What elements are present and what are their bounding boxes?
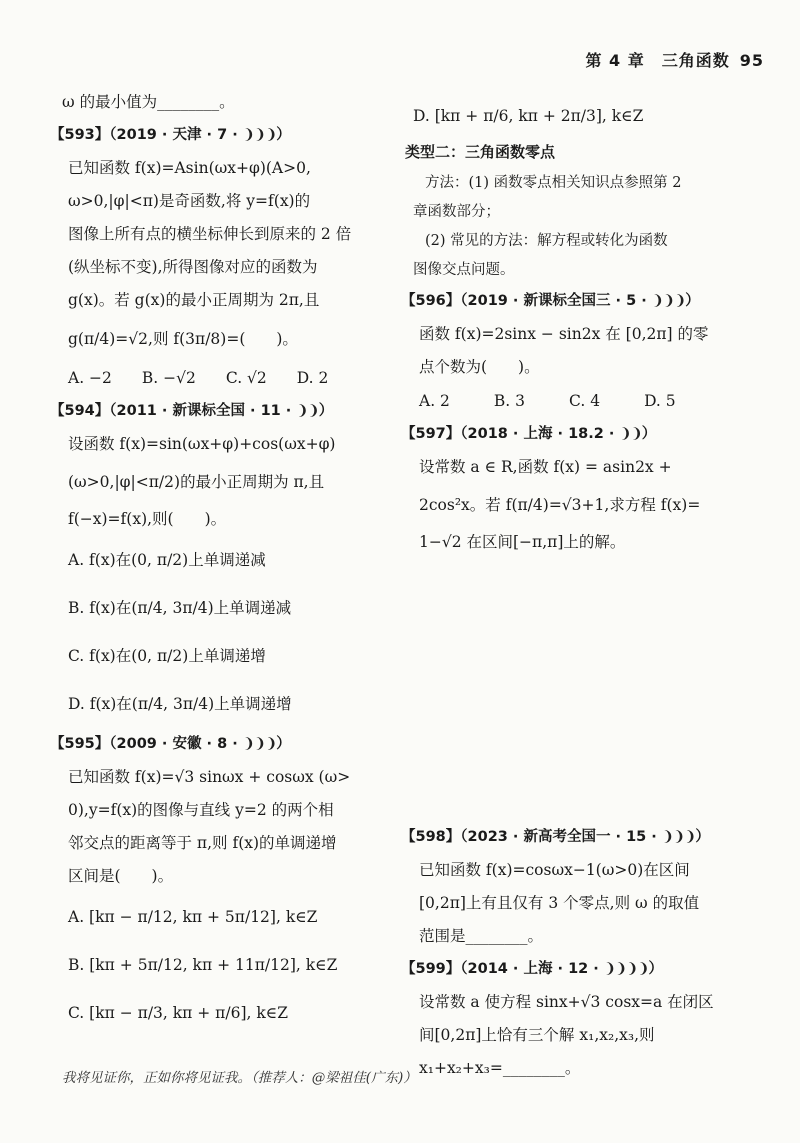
difficulty-flame-icon: ❩❩❩❩ [603,961,649,977]
question-597-head: 【597】（2018 · 上海 · 18.2 · ❩❩） [401,426,657,442]
difficulty-flame-icon: ❩❩ [619,426,642,442]
difficulty-flame-icon: ❩❩ [296,403,319,419]
section-title: 类型二：三角函数零点 [405,143,556,161]
q598-line: 范围是________。 [419,927,544,945]
page-number: 95 [739,51,764,70]
q595-line: 已知函数 f(x)=√3 sinωx + cosωx (ω> [68,768,351,786]
option-b: B. −√2 [141,369,196,387]
page-header [585,48,764,71]
q595-option-c: C. [kπ − π/3, kπ + π/6], k∈Z [68,1004,288,1022]
question-595-head: 【595】（2009 · 安徽 · 8 · ❩❩❩） [50,736,291,752]
footer-quote: 我将见证你，正如你将见证我。（推荐人：@梁祖佳(广东)） [62,1070,417,1086]
q593-line: g(x)。若 g(x)的最小正周期为 2π,且 [68,291,320,309]
option-d: D. 2 [296,369,329,387]
q593-options [62,361,402,395]
q598-line: [0,2π]上有且仅有 3 个零点,则 ω 的取值 [419,894,700,912]
method-line: 章函数部分； [413,204,500,220]
option-c: C. √2 [225,369,267,387]
q594-line: f(−x)=f(x),则( )。 [68,510,227,528]
blank-answer-space [413,559,773,821]
q595-line: 0),y=f(x)的图像与直线 y=2 的两个相 [68,801,334,819]
chapter-title: 第 4 章 三角函数 [585,51,730,70]
q593-line: (纵坐标不变),所得图像对应的函数为 [68,258,318,276]
difficulty-flame-icon: ❩❩❩ [651,293,686,309]
q599-line: x₁+x₂+x₃=________。 [419,1059,581,1077]
q597-line: 1−√2 在区间[−π,π]上的解。 [419,533,626,551]
left-column [50,86,402,1037]
q597-line: 2cos²x。若 f(π/4)=√3+1,求方程 f(x)= [419,496,701,514]
q594-line: (ω>0,|φ|<π/2)的最小正周期为 π,且 [68,473,325,491]
q594-option-d: D. f(x)在(π/4, 3π/4)上单调递增 [68,695,292,713]
q595-option-d: D. [kπ + π/6, kπ + 2π/3], k∈Z [413,107,644,125]
q599-line: 间[0,2π]上恰有三个解 x₁,x₂,x₃,则 [419,1026,655,1044]
q596-line: 点个数为( )。 [419,358,540,376]
q593-line: 图像上所有点的横坐标伸长到原来的 2 倍 [68,225,352,243]
q595-option-b: B. [kπ + 5π/12, kπ + 11π/12], k∈Z [68,956,338,974]
q595-option-a: A. [kπ − π/12, kπ + 5π/12], k∈Z [68,908,318,926]
question-598-head: 【598】（2023 · 新高考全国一 · 15 · ❩❩❩） [401,829,710,845]
q596-line: 函数 f(x)=2sinx − sin2x 在 [0,2π] 的零 [419,325,709,343]
q594-option-a: A. f(x)在(0, π/2)上单调递减 [68,551,266,569]
q594-option-b: B. f(x)在(π/4, 3π/4)上单调递减 [68,599,292,617]
carryover-line: ω 的最小值为________。 [62,93,235,111]
q595-line: 邻交点的距离等于 π,则 f(x)的单调递增 [68,834,337,852]
difficulty-flame-icon: ❩❩❩ [242,736,277,752]
question-594-head: 【594】（2011 · 新课标全国 · 11 · ❩❩） [50,403,334,419]
option-d: D. 5 [644,392,676,410]
method-line: (2) 常见的方法：解方程或转化为函数 [425,233,668,249]
option-b: B. 3 [493,392,526,410]
option-a: A. 2 [419,392,450,410]
option-c: C. 4 [569,392,601,410]
q599-line: 设常数 a 使方程 sinx+√3 cosx=a 在闭区 [419,993,714,1011]
option-a: A. −2 [68,369,112,387]
q595-line: 区间是( )。 [68,867,174,885]
q593-line: 已知函数 f(x)=Asin(ωx+φ)(A>0, [68,159,311,177]
question-596-head: 【596】（2019 · 新课标全国三 · 5 · ❩❩❩） [401,293,700,309]
q598-line: 已知函数 f(x)=cosωx−1(ω>0)在区间 [419,861,690,879]
q596-options [413,384,773,418]
method-line: 方法：(1) 函数零点相关知识点参照第 2 [425,175,682,191]
difficulty-flame-icon: ❩❩❩ [661,829,696,845]
right-column [401,96,773,1085]
q594-option-c: C. f(x)在(0, π/2)上单调递增 [68,647,266,665]
question-593-head: 【593】（2019 · 天津 · 7 · ❩❩❩） [50,127,291,143]
method-line: 图像交点问题。 [413,262,515,278]
q597-line: 设常数 a ∈ R,函数 f(x) = asin2x + [419,458,672,476]
question-599-head: 【599】（2014 · 上海 · 12 · ❩❩❩❩） [401,961,663,977]
q593-line: g(π/4)=√2,则 f(3π/8)=( )。 [68,330,298,348]
q593-line: ω>0,|φ|<π)是奇函数,将 y=f(x)的 [68,192,311,210]
q594-line: 设函数 f(x)=sin(ωx+φ)+cos(ωx+φ) [68,435,336,453]
difficulty-flame-icon: ❩❩❩ [242,127,277,143]
